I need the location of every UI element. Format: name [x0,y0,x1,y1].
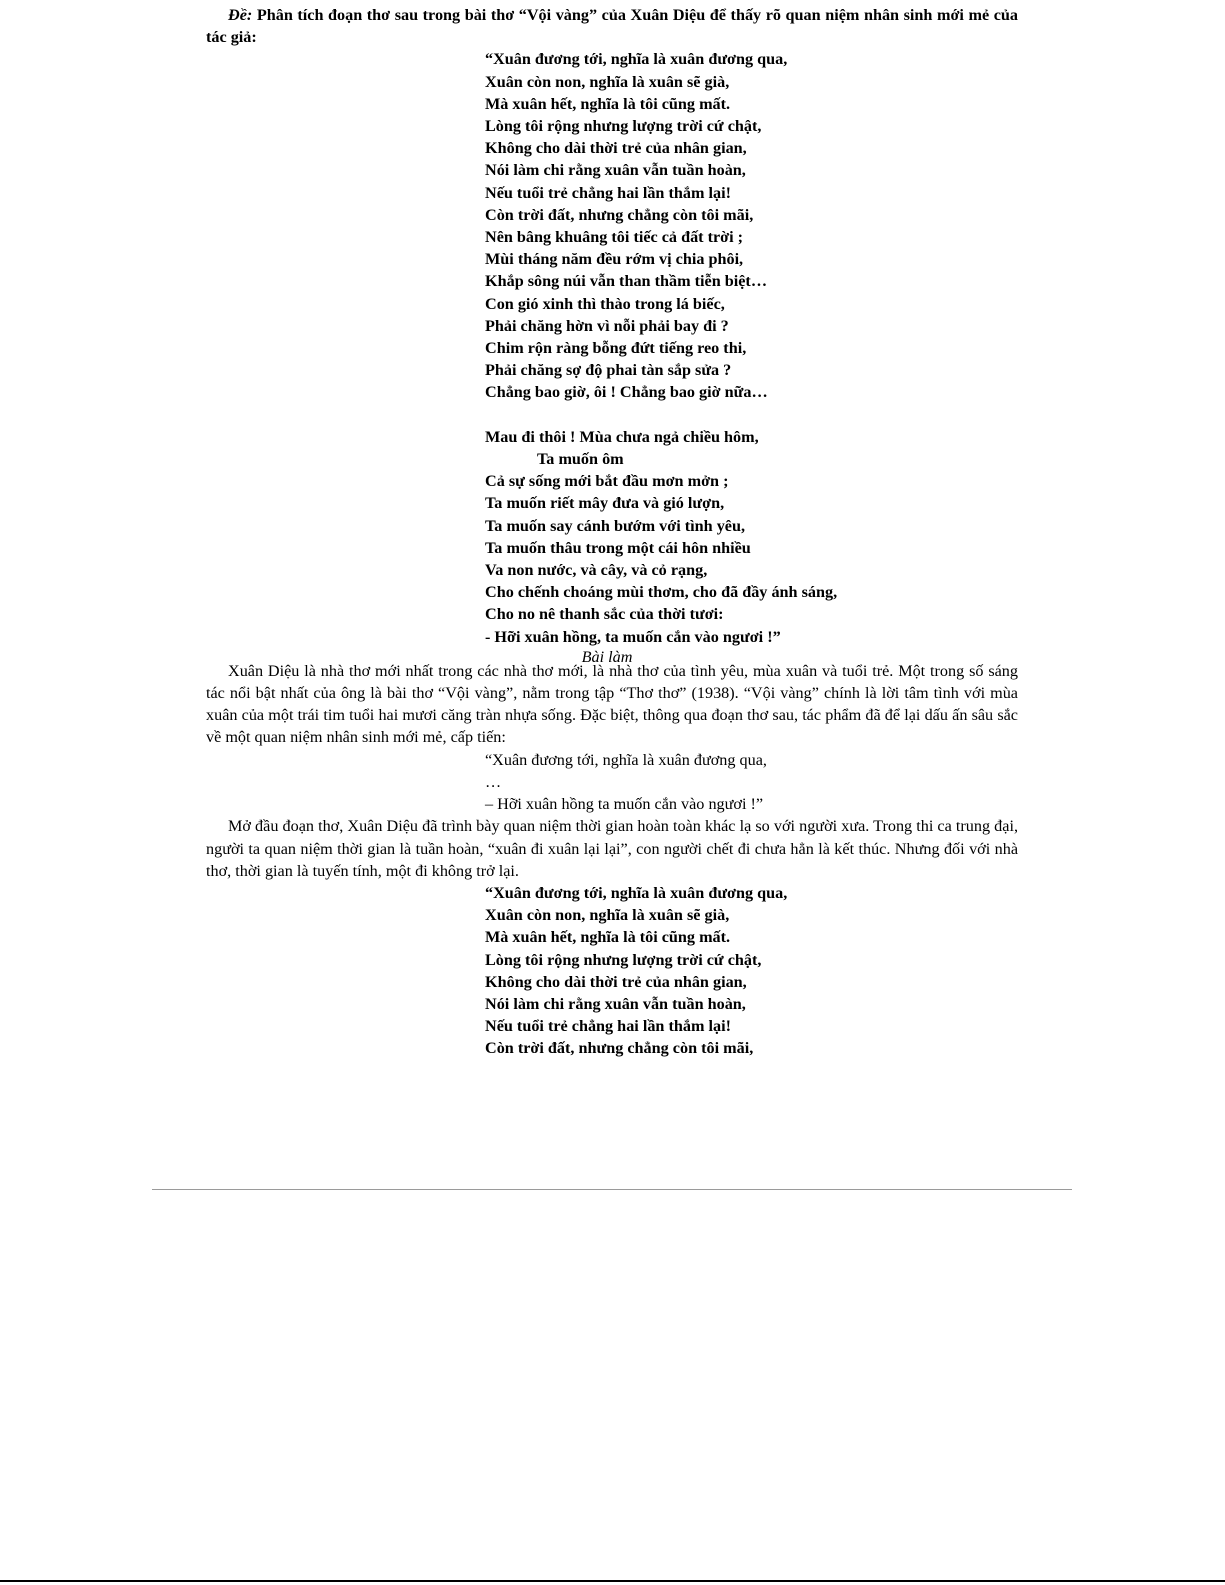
poem-line: Lòng tôi rộng nhưng lượng trời cứ chật, [485,950,762,969]
essay-body: Mở đầu đoạn thơ, Xuân Diệu đã trình bày quan niệm thời gian hoàn toàn khác lạ so với người xưa. Trong thi ca trung đại, người ta quan niệm thời gian là tuần hoàn, “xuân đi xuân lại lại”, con người chết đi chưa hẳn là kết thúc. Nhưng đối với nhà thơ, thời gian là tuyến tính, một đi không trở lại. [206,817,1018,880]
document-page [206,4,1018,1060]
poem-line: “Xuân đương tới, nghĩa là xuân đương qua, [485,750,767,769]
poem-line: Nếu tuổi trẻ chẳng hai lần thắm lại! [485,183,731,202]
poem-line: Không cho dài thời trẻ của nhân gian, [485,139,747,158]
poem-line: Ta muốn thâu trong một cái hôn nhiều [485,538,751,557]
poem-line: Nên bâng khuâng tôi tiếc cả đất trời ; [485,228,744,247]
poem-line: Nói làm chi rằng xuân vẫn tuần hoàn, [485,161,746,180]
prompt-text: Phân tích đoạn thơ sau trong bài thơ “Vội vàng” của Xuân Diệu để thấy rõ quan niệm nhân sinh mới mẻ của tác giả: [206,6,1018,47]
poem-line: Xuân còn non, nghĩa là xuân sẽ già, [485,72,730,91]
poem-line: Mà xuân hết, nghĩa là tôi cũng mất. [485,928,731,947]
poem-line: Phải chăng sợ độ phai tàn sắp sửa ? [485,361,732,380]
essay-quote-2 [485,882,1018,1060]
poem-line: … [485,772,502,791]
poem-line: Không cho dài thời trẻ của nhân gian, [485,972,747,991]
poem-line: Ta muốn ôm [537,450,624,469]
prompt-label: Đề: [228,6,253,24]
poem-line: “Xuân đương tới, nghĩa là xuân đương qua, [485,883,788,902]
poem-line: Khắp sông núi vẫn than thầm tiễn biệt… [485,272,768,291]
poem-line: Phải chăng hờn vì nỗi phải bay đi ? [485,316,729,335]
poem-line: Mà xuân hết, nghĩa là tôi cũng mất. [485,94,731,113]
page-bottom-edge [0,1580,1225,1582]
poem-line: Còn trời đất, nhưng chẳng còn tôi mãi, [485,1039,754,1058]
poem-line: Con gió xinh thì thào trong lá biếc, [485,294,725,313]
poem-line: - Hỡi xuân hồng, ta muốn cắn vào ngươi !” [485,627,781,646]
poem-line: Mùi tháng năm đều rớm vị chia phôi, [485,250,744,269]
poem-line: Cả sự sống mới bắt đầu mơn mởn ; [485,472,729,491]
poem-line: – Hỡi xuân hồng ta muốn cắn vào ngươi !” [485,795,764,814]
essay-intro: Xuân Diệu là nhà thơ mới nhất trong các nhà thơ mới, là nhà thơ của tình yêu, mùa xuân và tuổi trẻ. Một trong số sáng tác nổi bật nhất của ông là bài thơ “Vội vàng”, nằm trong tập “Thơ thơ” (1938). “Vội vàng” chính là lời tâm tình với mùa xuân của một trái tim tuổi hai mươi căng tràn nhựa sống. Đặc biệt, thông qua đoạn thơ sau, tác phẩm đã để lại dấu ấn sâu sắc về một quan niệm nhân sinh mới mẻ, cấp tiến: [206,661,1018,747]
poem-line: Nếu tuổi trẻ chẳng hai lần thắm lại! [485,1017,731,1036]
poem-line: Ta muốn say cánh bướm với tình yêu, [485,516,746,535]
essay-title: Bài làm [581,647,633,666]
prompt-paragraph [206,4,1018,48]
poem-line: Cho no nê thanh sắc của thời tươi: [485,605,724,624]
poem-line: Ta muốn riết mây đưa và gió lượn, [485,494,725,513]
poem-line: Chẳng bao giờ, ôi ! Chẳng bao giờ nữa… [485,383,768,402]
poem-line: Cho chếnh choáng mùi thơm, cho đã đầy ánh sáng, [485,583,838,602]
poem-line: Chim rộn ràng bỗng đứt tiếng reo thi, [485,339,747,358]
poem-line: Lòng tôi rộng nhưng lượng trời cứ chật, [485,117,762,136]
page-divider [152,1189,1072,1190]
poem-line: Còn trời đất, nhưng chẳng còn tôi mãi, [485,205,754,224]
poem-line: Mau đi thôi ! Mùa chưa ngả chiều hôm, [485,427,759,446]
poem-line: Va non nước, và cây, và cỏ rạng, [485,561,708,580]
poem-line [485,404,1018,426]
poem-excerpt [485,48,1018,647]
poem-line: “Xuân đương tới, nghĩa là xuân đương qua, [485,50,788,69]
essay-quote [485,749,1018,816]
poem-line: Nói làm chi rằng xuân vẫn tuần hoàn, [485,994,746,1013]
poem-line: Xuân còn non, nghĩa là xuân sẽ già, [485,906,730,925]
